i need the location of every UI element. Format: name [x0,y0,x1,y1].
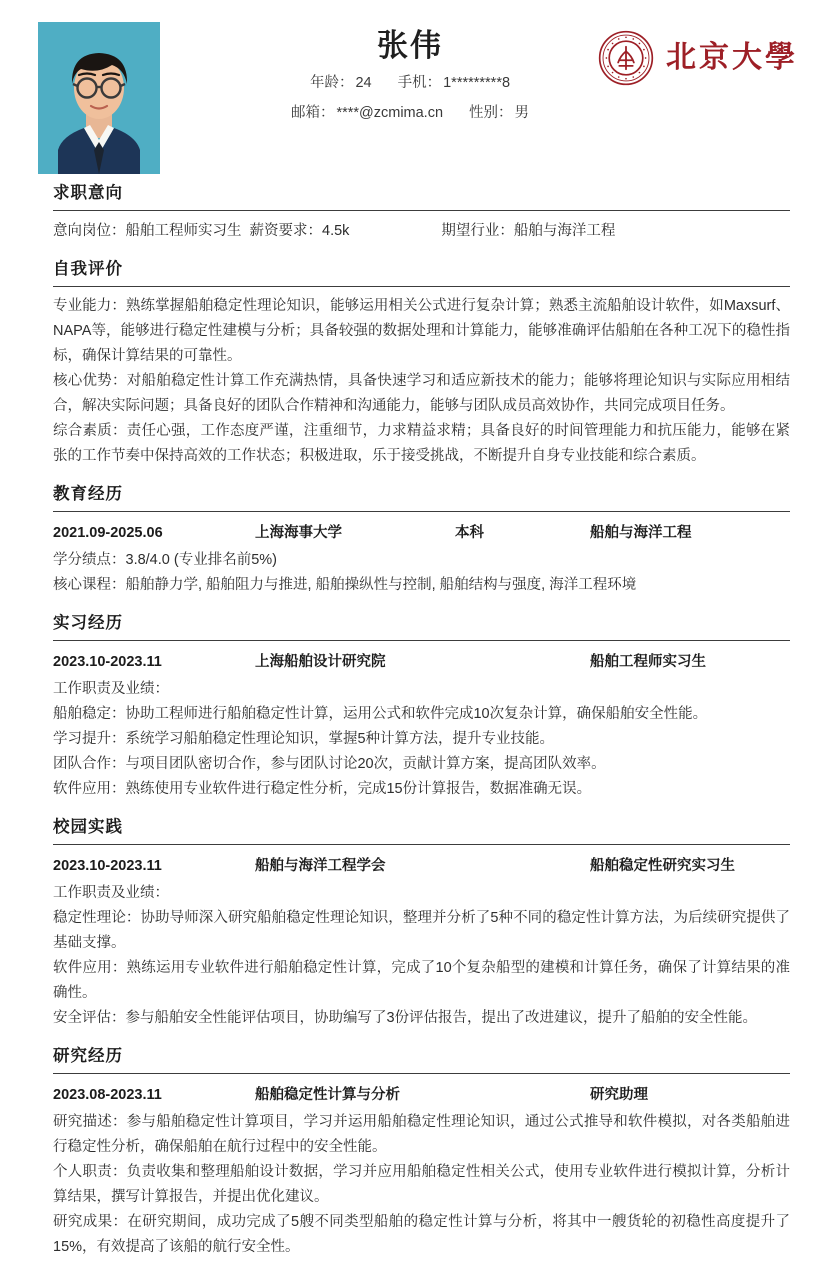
internship-item: 学习提升：系统学习船舶稳定性理论知识，掌握5种计算方法，提升专业技能。 [53,731,555,747]
campus-practice-duties-label: 工作职责及业绩： [53,885,169,901]
campus-practice-item: 软件应用：熟练运用专业软件进行船舶稳定性计算，完成了10个复杂船型的建模和计算任务，确保了计算结果的准确性。 [53,960,790,1001]
section-title-internship: 实习经历 [53,614,123,632]
education-gpa [53,548,790,573]
internship-row [53,648,790,676]
campus-practice-row [53,852,790,880]
education-gpa-label: 学分绩点： [53,552,126,568]
internship-date: 2023.10-2023.11 [53,654,162,670]
intent-industry-value: 船舶与海洋工程 [513,223,616,239]
gender-value: 男 [514,105,530,121]
phone-value: 1*********8 [443,75,511,91]
campus-practice-item: 稳定性理论：协助导师深入研究船舶稳定性理论知识，整理并分析了5种不同的稳定性计算方法，为后续研究提供了基础支撑。 [53,910,790,951]
internship-item: 团队合作：与项目团队密切合作，参与团队讨论20次，贡献计算方案，提高团队效率。 [53,756,606,772]
intent-position [53,218,242,244]
job-intent-row [53,218,790,244]
research-item: 研究描述：参与船舶稳定性计算项目，学习并运用船舶稳定性理论知识，通过公式推导和软件模拟，对各类船舶进行稳定性分析，确保船舶在航行过程中的安全性能。 [53,1114,790,1155]
intent-salary-label: 薪资要求： [249,223,322,239]
section-title-education: 教育经历 [53,485,123,503]
self-eval-paragraph: 综合素质：责任心强，工作态度严谨，注重细节，力求精益求精；具备良好的时间管理能力和抗压能力，能够在紧张的工作节奏中保持高效的工作状态；积极进取，乐于接受挑战，不断提升自身专业技能和综合素质。 [53,423,790,464]
section-campus-practice-head [0,804,820,839]
research-role: 研究助理 [590,1087,648,1103]
research-item: 研究成果：在研究期间，成功完成了5艘不同类型船舶的稳定性计算与分析，将其中一艘货轮的初稳性高度提升了15%，有效提高了该船的航行安全性。 [53,1214,790,1255]
research-project: 船舶稳定性计算与分析 [255,1087,400,1103]
education-degree: 本科 [455,525,484,541]
profile-photo [38,22,160,174]
internship-item: 软件应用：熟练使用专业软件进行稳定性分析，完成15份计算报告，数据准确无误。 [53,781,592,797]
university-seal-icon [598,30,654,86]
campus-practice-item: 安全评估：参与船舶安全性能评估项目，协助编写了3份评估报告，提出了改进建议，提升了船舶的安全性能。 [53,1010,758,1026]
section-research-head [0,1033,820,1068]
email-label: 邮箱： [290,105,335,121]
section-education-head [0,471,820,506]
section-job-intent-head [0,170,820,205]
age-label: 年龄： [309,75,354,91]
section-internship-body [0,641,820,804]
education-courses-label: 核心课程： [53,577,126,593]
internship-org: 上海船舶设计研究院 [255,654,386,670]
section-title-campus-practice: 校园实践 [53,818,123,836]
age-value: 24 [355,75,372,91]
section-title-job-intent: 求职意向 [53,184,123,202]
intent-position-value: 船舶工程师实习生 [125,223,242,239]
contact-line-1 [200,68,620,98]
education-gpa-value: 3.8/4.0 (专业排名前5%) [125,552,277,568]
section-self-evaluation-head [0,246,820,281]
section-self-evaluation-body [0,287,820,471]
intent-salary-value: 4.5k [322,223,350,239]
education-courses [53,573,790,598]
campus-practice-date: 2023.10-2023.11 [53,858,162,874]
section-research-body [0,1074,820,1262]
contact-line-2 [200,98,620,128]
resume-header [0,0,820,170]
phone-label: 手机： [397,75,442,91]
internship-duties-label: 工作职责及业绩： [53,681,169,697]
research-date: 2023.08-2023.11 [53,1087,162,1103]
internship-item: 船舶稳定：协助工程师进行船舶稳定性计算，运用公式和软件完成10次复杂计算，确保船舶安全性能。 [53,706,708,722]
section-title-research: 研究经历 [53,1047,123,1065]
gender-label: 性别： [469,105,513,121]
section-education-body [0,512,820,600]
school-name: 北京大學 [666,41,798,74]
intent-position-label: 意向岗位： [53,223,126,239]
education-major: 船舶与海洋工程 [590,525,692,541]
intent-industry [441,218,615,244]
section-title-self-evaluation: 自我评价 [53,260,123,278]
internship-role: 船舶工程师实习生 [590,654,706,670]
intent-industry-label: 期望行业： [441,223,514,239]
education-date: 2021.09-2025.06 [53,525,163,541]
section-internship-head [0,600,820,635]
education-courses-value: 船舶静力学, 船舶阻力与推进, 船舶操纵性与控制, 船舶结构与强度, 海洋工程环境 [125,577,637,593]
page-title: 张伟 [377,28,443,63]
section-campus-practice-body [0,845,820,1033]
education-row [53,519,790,547]
email-value: ****@zcmima.cn [336,105,444,121]
campus-practice-org: 船舶与海洋工程学会 [255,858,386,874]
identity-block [200,24,620,128]
self-eval-paragraph: 核心优势：对船舶稳定性计算工作充满热情，具备快速学习和适应新技术的能力；能够将理论知识与实际应用相结合，解决实际问题；具备良好的团队合作精神和沟通能力，能够与团队成员高效协作，共同完成项目任务。 [53,373,790,414]
self-eval-paragraph: 专业能力：熟练掌握船舶稳定性理论知识，能够运用相关公式进行复杂计算；熟悉主流船舶设计软件，如Maxsurf、NAPA等，能够进行稳定性建模与分析；具备较强的数据处理和计算能力，能够准确评估船舶在各种工况下的稳性指标，确保计算结果的可靠性。 [53,298,790,364]
campus-practice-role: 船舶稳定性研究实习生 [590,858,735,874]
research-row [53,1081,790,1109]
school-logo [598,30,798,86]
section-job-intent-body [0,211,820,246]
research-item: 个人职责：负责收集和整理船舶设计数据，学习并应用船舶稳定性相关公式，使用专业软件进行模拟计算，分析计算结果，撰写计算报告，并提出优化建议。 [53,1164,790,1205]
education-school: 上海海事大学 [255,525,342,541]
intent-salary [250,218,350,244]
